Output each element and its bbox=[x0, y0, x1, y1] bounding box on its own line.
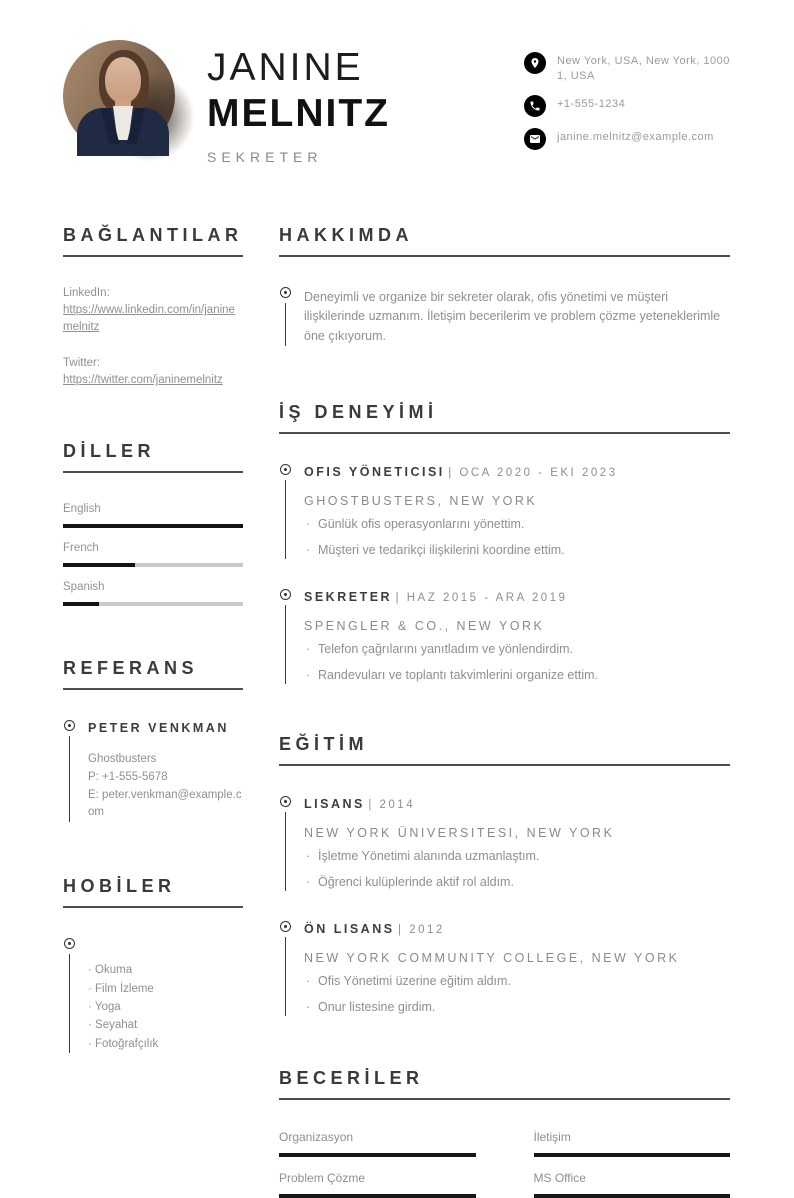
bullet-dot-icon bbox=[280, 921, 291, 932]
about-text: Deneyimli ve organize bir sekreter olarak, ofis yönetimi ve müşteri ilişkilerinde uzmanım. İletişim becerilerim ve problem çözme yeteneklerimle öne çıkıyorum. bbox=[304, 290, 721, 343]
languages-section-title: DİLLER bbox=[63, 441, 243, 473]
reference-details bbox=[88, 751, 243, 822]
experience-bullet: · Telefon çağrılarını yanıtladım ve yönlendirdim. bbox=[304, 641, 730, 659]
education-degree: LISANS bbox=[304, 797, 365, 812]
section-links bbox=[63, 225, 243, 389]
education-bullet: · Ofis Yönetimi üzerine eğitim aldım. bbox=[304, 973, 730, 991]
experience-section-title: İŞ DENEYİMİ bbox=[279, 402, 730, 434]
education-section-title: EĞİTİM bbox=[279, 734, 730, 766]
reference-phone: P: +1-555-5678 bbox=[88, 770, 168, 783]
contact-block bbox=[524, 40, 730, 150]
left-column bbox=[63, 225, 243, 1198]
linkedin-label: LinkedIn: bbox=[63, 287, 110, 299]
bullet-dot-icon bbox=[280, 287, 291, 298]
skill-grid bbox=[279, 1130, 730, 1198]
experience-dates: | HAZ 2015 - ARA 2019 bbox=[395, 592, 568, 605]
education-entry bbox=[279, 796, 730, 891]
experience-bullets bbox=[304, 516, 730, 559]
contact-email bbox=[524, 128, 730, 150]
reference-section-title: REFERANS bbox=[63, 658, 243, 690]
language-bar-track bbox=[63, 563, 243, 567]
language-bar-track bbox=[63, 524, 243, 528]
bullet-dot-icon bbox=[280, 589, 291, 600]
timeline-line bbox=[285, 812, 286, 891]
skill-item bbox=[534, 1130, 731, 1157]
education-entry bbox=[279, 921, 730, 1016]
entry-marker bbox=[279, 921, 291, 1016]
timeline-line bbox=[285, 303, 286, 346]
entry-marker bbox=[63, 720, 75, 822]
language-bar-track bbox=[63, 602, 243, 606]
skill-bar bbox=[279, 1194, 476, 1198]
about-body bbox=[304, 287, 730, 346]
entry-marker bbox=[279, 796, 291, 891]
language-bar-fill bbox=[63, 563, 135, 567]
experience-entry bbox=[279, 589, 730, 684]
hobby-item: · Fotoğrafçılık bbox=[88, 1035, 243, 1053]
contact-location bbox=[524, 52, 730, 84]
skill-item bbox=[279, 1171, 476, 1198]
body-columns bbox=[63, 225, 730, 1198]
experience-bullet: · Günlük ofis operasyonlarını yönettim. bbox=[304, 516, 730, 534]
language-bar-fill bbox=[63, 524, 243, 528]
language-name: Spanish bbox=[63, 581, 105, 594]
skill-bar bbox=[534, 1194, 731, 1198]
experience-company: SPENGLER & CO., NEW YORK bbox=[304, 619, 545, 634]
hobbies-section-title: HOBİLER bbox=[63, 876, 243, 908]
skill-name: MS Office bbox=[533, 1171, 586, 1186]
about-entry bbox=[279, 287, 730, 346]
experience-bullet: · Randevuları ve toplantı takvimlerini organize ettim. bbox=[304, 667, 730, 685]
experience-title-line bbox=[304, 589, 730, 604]
right-column bbox=[279, 225, 730, 1198]
hobby-list bbox=[88, 961, 243, 1053]
bullet-dot-icon bbox=[64, 938, 75, 949]
timeline-line bbox=[285, 480, 286, 559]
hobby-item: · Okuma bbox=[88, 961, 243, 979]
language-bar-fill bbox=[63, 602, 99, 606]
links-section-title: BAĞLANTILAR bbox=[63, 225, 243, 257]
job-title: SEKRETER bbox=[207, 149, 323, 165]
education-bullet: · İşletme Yönetimi alanında uzmanlaştım. bbox=[304, 848, 730, 866]
reference-entry bbox=[63, 720, 243, 822]
section-experience bbox=[279, 402, 730, 684]
experience-bullets bbox=[304, 641, 730, 684]
hobby-item: · Seyahat bbox=[88, 1016, 243, 1034]
entry-marker bbox=[63, 938, 75, 1053]
hobbies-entry bbox=[63, 938, 243, 1053]
twitter-label: Twitter: bbox=[63, 357, 101, 370]
education-body bbox=[304, 921, 730, 1016]
hobby-item: · Yoga bbox=[88, 998, 243, 1016]
education-body bbox=[304, 796, 730, 891]
language-row bbox=[63, 581, 243, 606]
experience-company: GHOSTBUSTERS, NEW YORK bbox=[304, 494, 538, 509]
reference-body bbox=[88, 720, 243, 822]
education-school: NEW YORK COMMUNITY COLLEGE, NEW YORK bbox=[304, 951, 680, 966]
first-name: JANINE bbox=[207, 46, 364, 89]
link-item-linkedin bbox=[63, 287, 243, 335]
entry-marker bbox=[279, 464, 291, 559]
skill-item bbox=[279, 1130, 476, 1157]
education-dates: | 2014 bbox=[368, 799, 416, 812]
entry-marker bbox=[279, 589, 291, 684]
skill-bar bbox=[534, 1153, 731, 1157]
language-name: English bbox=[63, 503, 101, 516]
timeline-line bbox=[69, 736, 70, 822]
link-item-twitter bbox=[63, 357, 243, 389]
language-name: French bbox=[63, 542, 99, 555]
phone-icon bbox=[524, 95, 546, 117]
contact-phone bbox=[524, 95, 730, 117]
hobbies-body bbox=[88, 938, 243, 1053]
section-reference bbox=[63, 658, 243, 822]
skill-item bbox=[534, 1171, 731, 1198]
section-about bbox=[279, 225, 730, 346]
experience-entry bbox=[279, 464, 730, 559]
skill-name: Organizasyon bbox=[279, 1130, 354, 1145]
linkedin-link[interactable]: https://www.linkedin.com/in/janinemelnitz bbox=[63, 304, 235, 333]
experience-role: OFIS YÖNETICISI bbox=[304, 465, 445, 480]
education-bullets bbox=[304, 973, 730, 1016]
last-name: MELNITZ bbox=[207, 92, 390, 135]
education-degree: ÖN LISANS bbox=[304, 922, 395, 937]
experience-bullet: · Müşteri ve tedarikçi ilişkilerini koordine ettim. bbox=[304, 542, 730, 560]
twitter-link[interactable]: https://twitter.com/janinemelnitz bbox=[63, 374, 223, 387]
skill-name: Problem Çözme bbox=[279, 1171, 366, 1186]
skill-name: İletişim bbox=[533, 1130, 571, 1145]
hobby-item: · Film İzleme bbox=[88, 980, 243, 998]
location-pin-icon bbox=[524, 52, 546, 74]
skills-section-title: BECERİLER bbox=[279, 1068, 730, 1100]
education-title-line bbox=[304, 921, 730, 936]
skill-bar bbox=[279, 1153, 476, 1157]
photo-face bbox=[105, 57, 141, 103]
language-row bbox=[63, 503, 243, 528]
about-section-title: HAKKIMDA bbox=[279, 225, 730, 257]
bullet-dot-icon bbox=[280, 464, 291, 475]
experience-title-line bbox=[304, 464, 730, 479]
header bbox=[63, 40, 730, 165]
location-text: New York, USA, New York, 10001, USA bbox=[557, 55, 730, 82]
reference-company: Ghostbusters bbox=[88, 753, 157, 766]
section-education bbox=[279, 734, 730, 1016]
experience-role: SEKRETER bbox=[304, 590, 393, 605]
section-languages bbox=[63, 441, 243, 606]
experience-dates: | OCA 2020 - EKI 2023 bbox=[448, 467, 618, 480]
education-school: NEW YORK ÜNIVERSITESI, NEW YORK bbox=[304, 826, 615, 841]
language-row bbox=[63, 542, 243, 567]
name-block bbox=[207, 40, 390, 165]
timeline-line bbox=[285, 605, 286, 684]
profile-photo bbox=[63, 40, 175, 152]
education-bullets bbox=[304, 848, 730, 891]
education-title-line bbox=[304, 796, 730, 811]
section-skills bbox=[279, 1068, 730, 1198]
timeline-line bbox=[69, 954, 70, 1053]
phone-text: +1-555-1234 bbox=[557, 97, 626, 110]
experience-body bbox=[304, 464, 730, 559]
email-text: janine.melnitz@example.com bbox=[557, 130, 714, 143]
experience-body bbox=[304, 589, 730, 684]
envelope-icon bbox=[524, 128, 546, 150]
education-bullet: · Öğrenci kulüplerinde aktif rol aldım. bbox=[304, 874, 730, 892]
bullet-dot-icon bbox=[280, 796, 291, 807]
bullet-dot-icon bbox=[64, 720, 75, 731]
timeline-line bbox=[285, 937, 286, 1016]
entry-marker bbox=[279, 287, 291, 346]
education-bullet: · Onur listesine girdim. bbox=[304, 999, 730, 1017]
reference-email: E: peter.venkman@example.com bbox=[88, 788, 242, 819]
section-hobbies bbox=[63, 876, 243, 1053]
reference-name: PETER VENKMAN bbox=[88, 721, 229, 736]
education-dates: | 2012 bbox=[398, 924, 445, 937]
